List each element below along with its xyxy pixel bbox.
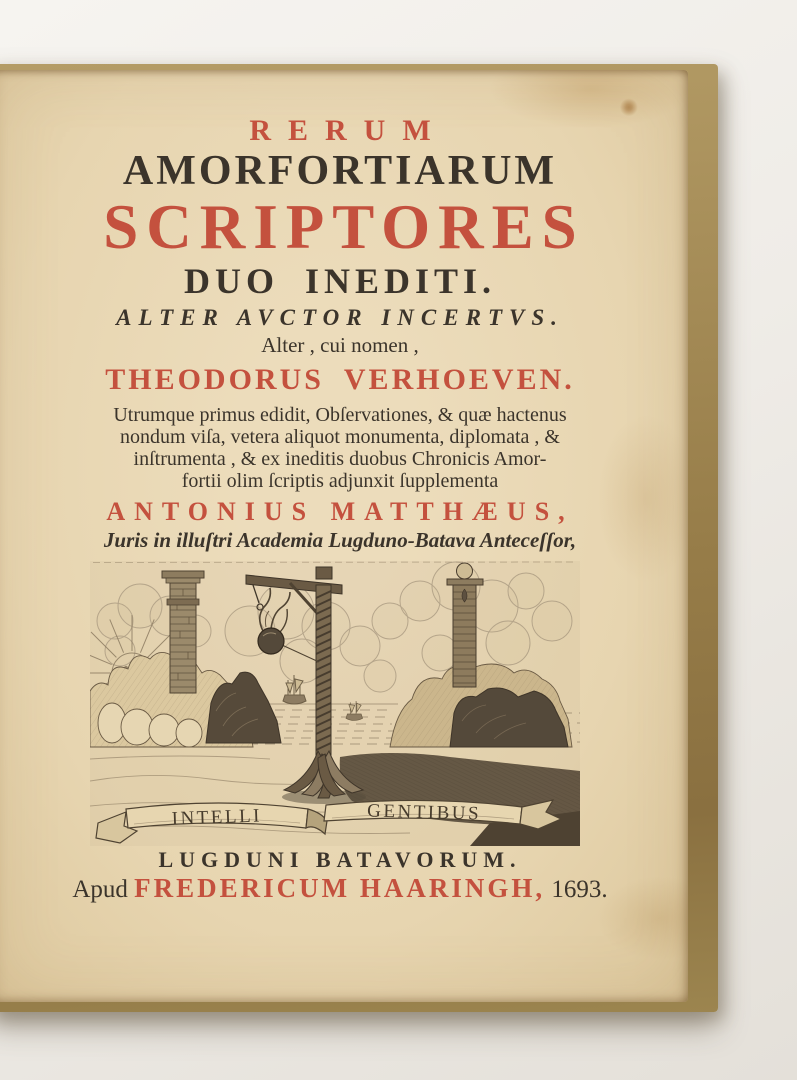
description-line: fortii olim ſcriptis adjunxit ſupplementa xyxy=(181,470,499,492)
title-word-rerum: RERUM xyxy=(249,114,448,147)
description-line: Utrumque primus edidit, Obſervationes, & quæ hactenus xyxy=(113,404,567,426)
motto-word-left: INTELLI xyxy=(171,805,263,830)
editor-title: Juris in illuſtri Academia Lugduno-Batava Anteceſſor, xyxy=(103,528,577,552)
editor-name: ANTONIUS MATTHÆUS, xyxy=(106,497,574,526)
imprint-place: LUGDUNI BATAVORUM. xyxy=(158,847,522,872)
engraved-vignette xyxy=(90,561,580,846)
anon-author-line: ALTER AVCTOR INCERTVS. xyxy=(116,305,564,330)
imprint-apud: Apud xyxy=(72,876,128,903)
engraving-svg xyxy=(90,561,580,846)
title-subtitle: DUO INEDITI. xyxy=(183,261,497,301)
alter-cui-nomen-line: Alter , cui nomen , xyxy=(261,333,419,357)
description-line: inſtrumenta , & ex ineditis duobus Chronicis Amor- xyxy=(133,448,547,470)
edition-description xyxy=(0,404,688,492)
author-primary: THEODORUS VERHOEVEN. xyxy=(105,363,575,396)
imprint-publisher-line xyxy=(0,872,688,906)
title-word-amorfortiarum: AMORFORTIARUM xyxy=(122,148,558,194)
description-line: nondum viſa, vetera aliquot monumenta, diplomata , & xyxy=(120,426,560,448)
imprint-publisher: FREDERICUM HAARINGH, xyxy=(134,873,546,903)
motto-word-right: GENTIBUS xyxy=(366,800,482,825)
book-title-page xyxy=(0,70,688,1002)
imprint-year: 1693. xyxy=(551,876,608,903)
title-word-scriptores: SCRIPTORES xyxy=(103,192,585,262)
title-text-block xyxy=(0,70,688,553)
imprint-block xyxy=(0,848,688,906)
